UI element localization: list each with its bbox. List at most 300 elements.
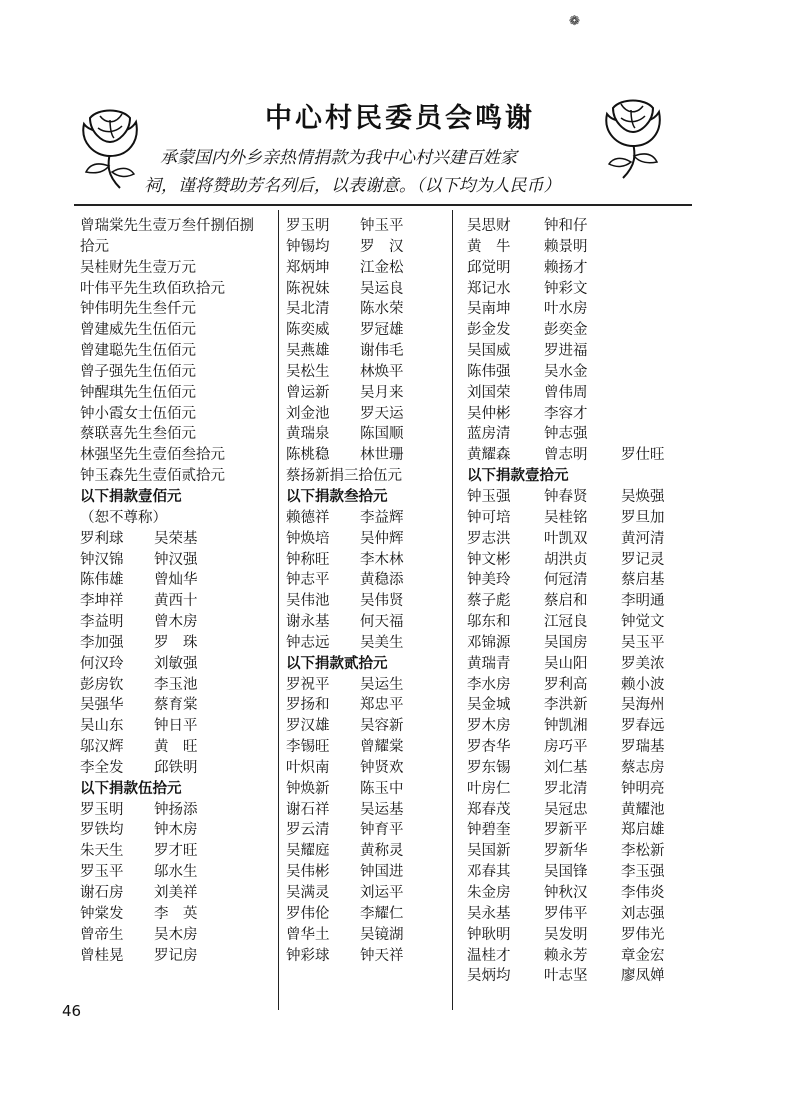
donor-row	[80, 716, 254, 737]
donor-name: 钟称旺	[286, 551, 330, 568]
donor-name: 吴南坤	[467, 301, 511, 318]
donor-name: 邓锦源	[467, 634, 511, 651]
donor-name: 叶凯双	[544, 530, 588, 547]
donor-name: 李洪新	[544, 697, 588, 714]
donor-row	[467, 279, 698, 300]
donor-row	[286, 862, 434, 883]
donor-name: 黄西十	[154, 593, 198, 610]
donor-name: 江金松	[360, 259, 404, 276]
donor-row	[80, 612, 254, 633]
donor-row	[286, 279, 434, 300]
donor-name: 蔡子彪	[467, 593, 511, 610]
donor-name: 李玉池	[154, 676, 198, 693]
donor-row	[467, 716, 698, 737]
donor-row	[286, 925, 434, 946]
donor-name: 郑炳坤	[286, 259, 330, 276]
donor-name: 郑启雄	[621, 822, 665, 839]
intro-line-2: 祠，谨将赞助芳名列后，以表谢意。（以下均为人民币）	[144, 176, 561, 196]
donor-name: 吴山东	[80, 718, 124, 735]
donor-row	[286, 529, 434, 550]
donor-name: 吴海州	[621, 697, 665, 714]
donor-column-1	[80, 216, 254, 966]
donor-name: 李木林	[360, 551, 404, 568]
donor-name: 陈伟强	[467, 363, 511, 380]
donor-row	[286, 424, 434, 445]
column-divider-1	[278, 210, 279, 1010]
donor-name: 钟志远	[286, 634, 330, 651]
donor-row	[286, 695, 434, 716]
donor-row	[467, 695, 698, 716]
donor-name: 钟国进	[360, 864, 404, 881]
donor-row	[467, 966, 698, 987]
donor-name: 罗才旺	[154, 843, 198, 860]
donor-row	[467, 633, 698, 654]
donor-name: 吴满灵	[286, 885, 330, 901]
donor-name: 曾桂晃	[80, 947, 124, 964]
donor-row	[80, 654, 254, 675]
donor-name: 吴炳均	[467, 968, 511, 985]
donor-name: 罗 珠	[154, 634, 198, 651]
donor-name: 罗东锡	[467, 759, 511, 776]
donor-name: 罗瑞基	[621, 739, 665, 756]
donor-name: 李水房	[467, 676, 511, 693]
donor-row	[80, 570, 254, 591]
donor-entry: 曾建威先生伍佰元	[80, 322, 196, 339]
donor-name: 黄河清	[621, 530, 665, 547]
donor-name: 李明通	[621, 593, 665, 610]
donor-name: 黄称灵	[360, 843, 404, 860]
donor-name: 罗玉明	[286, 218, 330, 234]
donor-entry: 蔡联喜先生叁佰元	[80, 426, 196, 443]
section-header: 以下捐款壹拾元	[467, 468, 569, 485]
donor-name: 吴荣基	[154, 530, 198, 547]
donor-name: 李锡旺	[286, 739, 330, 756]
donor-row	[286, 633, 434, 654]
donor-entry: 钟小霞女士伍佰元	[80, 405, 196, 422]
donor-name: 赖永芳	[544, 947, 588, 964]
top-rule	[74, 204, 692, 206]
donor-name: 罗杏华	[467, 739, 511, 756]
donor-name: 吴伟贤	[360, 593, 404, 610]
donor-row	[467, 820, 698, 841]
donor-row	[80, 529, 254, 550]
donor-name: 钟汉锦	[80, 551, 124, 568]
donor-row	[467, 404, 698, 425]
donor-name: 谢永基	[286, 614, 330, 631]
donor-row	[80, 675, 254, 696]
donor-name: 黄 旺	[154, 739, 198, 756]
donor-name: 陈玉中	[360, 780, 404, 797]
donor-name: 钟美玲	[467, 572, 511, 589]
donor-name: 罗汉雄	[286, 718, 330, 735]
donor-name: 吴思财	[467, 218, 511, 234]
donor-column-3	[467, 216, 698, 987]
donor-name: 钟志平	[286, 572, 330, 589]
donor-name: 钟文彬	[467, 551, 511, 568]
donor-name: 吴松生	[286, 363, 330, 380]
donor-row	[286, 758, 434, 779]
donor-name: 廖凤婵	[621, 968, 665, 985]
donor-row	[80, 862, 254, 883]
donor-name: 罗扬和	[286, 697, 330, 714]
donor-name: 吴山阳	[544, 655, 588, 672]
donor-name: 吴容新	[360, 718, 404, 735]
donor-row	[286, 445, 434, 466]
donor-name: 彭奕金	[544, 322, 588, 339]
page-number: 46	[62, 1002, 82, 1020]
donor-name: 蔡育棠	[154, 697, 198, 714]
donor-name: 吴桂铭	[544, 509, 588, 526]
donor-name: 罗玉平	[80, 864, 124, 881]
donor-name: 林焕平	[360, 363, 404, 380]
donor-name: 何天福	[360, 614, 404, 631]
donor-row	[467, 862, 698, 883]
donor-name: 李容才	[544, 405, 588, 422]
donor-name: 章金宏	[621, 947, 665, 964]
donor-name: 罗进福	[544, 343, 588, 360]
donor-name: 罗云清	[286, 822, 330, 839]
donor-name: 吴国房	[544, 634, 588, 651]
donor-row	[467, 550, 698, 571]
donor-row	[80, 695, 254, 716]
donor-name: 黄稳添	[360, 572, 404, 589]
donor-name: 罗伟平	[544, 905, 588, 922]
donor-name: 钟贤欢	[360, 759, 404, 776]
donor-name: 钟明亮	[621, 780, 665, 797]
donor-name: 吴燕雄	[286, 343, 330, 360]
donor-name: 刘志强	[621, 905, 665, 922]
donor-name: 罗冠雄	[360, 322, 404, 339]
donor-name: 钟觉文	[621, 614, 665, 631]
donor-name: 黄瑞泉	[286, 426, 330, 443]
donor-name: 钟木房	[154, 822, 198, 839]
donor-name: 邬汉辉	[80, 739, 124, 756]
donor-row	[286, 216, 434, 237]
donor-row	[467, 737, 698, 758]
donor-name: 罗春远	[621, 718, 665, 735]
donor-name: 刘金池	[286, 405, 330, 422]
donor-row	[467, 362, 698, 383]
donor-column-2	[286, 216, 434, 966]
donor-name: 李益辉	[360, 509, 404, 526]
donor-name: 罗志洪	[467, 530, 511, 547]
donor-name: 曾运新	[286, 384, 330, 401]
donor-entry: 曾建聪先生伍佰元	[80, 343, 196, 360]
donor-name: 钟天祥	[360, 947, 404, 964]
column-divider-2	[452, 210, 453, 1010]
donor-name: 赖扬才	[544, 259, 588, 276]
donor-name: 邱觉明	[467, 259, 511, 276]
donor-name: 胡洪贞	[544, 551, 588, 568]
donor-name: 赖景明	[544, 238, 588, 255]
donor-row	[467, 675, 698, 696]
donor-row	[467, 904, 698, 925]
donor-name: 吴强华	[80, 697, 124, 714]
donor-name: 钟日平	[154, 718, 198, 735]
donor-name: 钟耿明	[467, 926, 511, 943]
donor-name: 陈祝妹	[286, 280, 330, 297]
donor-name: 邬东和	[467, 614, 511, 631]
donor-name: 钟春贤	[544, 488, 588, 505]
donor-row	[80, 883, 254, 904]
donor-entry: 林强坚先生壹佰叁拾元	[80, 447, 225, 464]
donor-name: 罗记房	[154, 947, 198, 964]
donor-row	[467, 341, 698, 362]
donor-name: 罗伟伦	[286, 905, 330, 922]
donor-name: 蔡启和	[544, 593, 588, 610]
donor-name: 罗利球	[80, 530, 124, 547]
donor-name: 叶炽南	[286, 759, 330, 776]
donor-row	[467, 320, 698, 341]
donor-name: 何汉玲	[80, 655, 124, 672]
donor-name: 刘美祥	[154, 885, 198, 901]
donor-name: 刘运平	[360, 885, 404, 901]
donor-name: 罗 汉	[360, 238, 404, 255]
donor-name: 林世珊	[360, 447, 404, 464]
donor-name: 朱天生	[80, 843, 124, 860]
donor-name: 谢石房	[80, 885, 124, 901]
donor-row	[286, 341, 434, 362]
donor-name: 李加强	[80, 634, 124, 651]
donor-row	[467, 570, 698, 591]
donor-row	[80, 800, 254, 821]
donor-name: 朱金房	[467, 885, 511, 901]
donor-entry: （恕不尊称）	[80, 509, 167, 526]
donor-name: 房巧平	[544, 739, 588, 756]
donor-row	[467, 424, 698, 445]
donor-name: 赖小波	[621, 676, 665, 693]
donor-entry: 吴桂财先生壹万元	[80, 259, 196, 276]
donor-row	[286, 841, 434, 862]
donor-name: 黄耀森	[467, 447, 511, 464]
donor-name: 罗北清	[544, 780, 588, 797]
donor-row	[286, 383, 434, 404]
donor-row	[286, 820, 434, 841]
donor-row	[286, 237, 434, 258]
donor-row	[467, 445, 698, 466]
donor-name: 钟汉强	[154, 551, 198, 568]
donor-name: 邓春其	[467, 864, 511, 881]
donor-row	[80, 591, 254, 612]
donor-row	[286, 675, 434, 696]
donor-name: 钟棠发	[80, 905, 124, 922]
donor-name: 李益明	[80, 614, 124, 631]
donor-row	[286, 550, 434, 571]
donor-name: 罗天运	[360, 405, 404, 422]
donor-name: 罗仕旺	[621, 447, 665, 464]
donor-name: 吴耀庭	[286, 843, 330, 860]
donor-name: 钟凯湘	[544, 718, 588, 735]
donor-name: 温桂才	[467, 947, 511, 964]
donor-name: 吴伟彬	[286, 864, 330, 881]
donor-row	[467, 800, 698, 821]
donor-name: 钟玉强	[467, 488, 511, 505]
donor-row	[80, 946, 254, 967]
donor-row	[80, 550, 254, 571]
donor-name: 罗旦加	[621, 509, 665, 526]
donor-name: 钟志强	[544, 426, 588, 443]
donor-row	[467, 946, 698, 967]
donor-name: 罗祝平	[286, 676, 330, 693]
donor-row	[467, 299, 698, 320]
donor-row	[467, 237, 698, 258]
donor-name: 李松新	[621, 843, 665, 860]
donor-row	[286, 612, 434, 633]
donor-name: 罗新华	[544, 843, 588, 860]
donor-name: 陈奕威	[286, 322, 330, 339]
donor-name: 陈水荣	[360, 301, 404, 318]
donor-name: 罗利高	[544, 676, 588, 693]
donor-row	[286, 800, 434, 821]
donor-name: 吴美生	[360, 634, 404, 651]
donor-name: 钟玉平	[360, 218, 404, 234]
donor-row	[286, 737, 434, 758]
donor-name: 李伟炎	[621, 885, 665, 901]
donor-name: 曾华土	[286, 926, 330, 943]
donor-name: 吴冠忠	[544, 801, 588, 818]
donor-name: 钟锡均	[286, 238, 330, 255]
donor-row	[80, 737, 254, 758]
donor-name: 李玉强	[621, 864, 665, 881]
donor-row	[467, 258, 698, 279]
donor-name: 黄耀池	[621, 801, 665, 818]
donor-row	[286, 570, 434, 591]
donor-name: 黄 牛	[467, 238, 511, 255]
donor-name: 钟碧奎	[467, 822, 511, 839]
donor-row	[286, 404, 434, 425]
donor-row	[467, 841, 698, 862]
donor-name: 吴发明	[544, 926, 588, 943]
donor-name: 叶志坚	[544, 968, 588, 985]
donor-entry: 曾瑞棠先生壹万叁仟捌佰捌	[80, 218, 254, 234]
donor-name: 郑忠平	[360, 697, 404, 714]
donor-name: 邱铁明	[154, 759, 198, 776]
donor-row	[80, 925, 254, 946]
donor-row	[286, 904, 434, 925]
donor-entry: 叶伟平先生玖佰玖拾元	[80, 280, 225, 297]
donor-name: 吴伟池	[286, 593, 330, 610]
donor-row	[467, 216, 698, 237]
donor-row	[467, 529, 698, 550]
donor-name: 陈国顺	[360, 426, 404, 443]
donor-row	[467, 612, 698, 633]
donor-name: 李坤祥	[80, 593, 124, 610]
donor-name: 钟育平	[360, 822, 404, 839]
page-title: 中心村民委员会鸣谢	[265, 103, 535, 134]
donor-row	[286, 320, 434, 341]
donor-row	[286, 591, 434, 612]
donor-entry: 钟伟明先生叁仟元	[80, 301, 196, 318]
donor-name: 罗木房	[467, 718, 511, 735]
donor-name: 赖德祥	[286, 509, 330, 526]
donor-row	[467, 654, 698, 675]
donor-name: 彭金发	[467, 322, 511, 339]
donor-entry: 钟玉森先生壹佰贰拾元	[80, 468, 225, 485]
donor-name: 何冠清	[544, 572, 588, 589]
donor-name: 黄瑞青	[467, 655, 511, 672]
donor-name: 吴仲辉	[360, 530, 404, 547]
donor-name: 蓝房清	[467, 426, 511, 443]
donor-row	[467, 487, 698, 508]
donor-name: 李耀仁	[360, 905, 404, 922]
donor-name: 吴木房	[154, 926, 198, 943]
donor-name: 钟可培	[467, 509, 511, 526]
donor-name: 郑记水	[467, 280, 511, 297]
donor-row	[286, 299, 434, 320]
donor-row	[80, 758, 254, 779]
donor-name: 吴国威	[467, 343, 511, 360]
donor-row	[286, 883, 434, 904]
donor-name: 彭房钦	[80, 676, 124, 693]
donor-entry: 曾子强先生伍佰元	[80, 363, 196, 380]
donor-row	[286, 508, 434, 529]
donor-name: 吴金城	[467, 697, 511, 714]
donor-name: 吴运良	[360, 280, 404, 297]
donor-row	[467, 883, 698, 904]
donor-name: 吴国新	[467, 843, 511, 860]
donor-name: 罗铁均	[80, 822, 124, 839]
donor-entry: 蔡扬新捐三拾伍元	[286, 468, 402, 485]
donor-name: 叶水房	[544, 301, 588, 318]
donor-name: 吴北清	[286, 301, 330, 318]
donor-name: 吴焕强	[621, 488, 665, 505]
donor-name: 吴水金	[544, 363, 588, 380]
donor-name: 钟焕培	[286, 530, 330, 547]
donor-row	[467, 591, 698, 612]
donor-row	[80, 820, 254, 841]
donor-row	[467, 383, 698, 404]
donor-name: 吴永基	[467, 905, 511, 922]
donor-name: 陈桃稳	[286, 447, 330, 464]
donor-name: 刘国荣	[467, 384, 511, 401]
donor-name: 钟秋汉	[544, 885, 588, 901]
donor-name: 刘仁基	[544, 759, 588, 776]
donor-name: 江冠良	[544, 614, 588, 631]
donor-name: 郑春茂	[467, 801, 511, 818]
donor-name: 吴仲彬	[467, 405, 511, 422]
intro-text	[144, 144, 660, 200]
donor-row	[80, 841, 254, 862]
donor-name: 吴玉平	[621, 634, 665, 651]
section-header: 以下捐款伍拾元	[80, 780, 182, 797]
donor-name: 李全发	[80, 759, 124, 776]
ornament-icon: ❁	[569, 14, 580, 29]
donor-row	[80, 904, 254, 925]
donor-name: 曾木房	[154, 614, 198, 631]
donor-name: 蔡志房	[621, 759, 665, 776]
donor-row	[467, 925, 698, 946]
donor-name: 曾灿华	[154, 572, 198, 589]
intro-line-1: 承蒙国内外乡亲热情捐款为我中心村兴建百姓家	[160, 148, 517, 168]
donor-name: 蔡启基	[621, 572, 665, 589]
donor-name: 钟扬添	[154, 801, 198, 818]
donor-name: 刘敏强	[154, 655, 198, 672]
donor-row	[467, 758, 698, 779]
donor-name: 叶房仁	[467, 780, 511, 797]
donor-name: 吴运生	[360, 676, 404, 693]
donor-name: 陈伟雄	[80, 572, 124, 589]
section-header: 以下捐款叁拾元	[286, 488, 388, 505]
donor-name: 曾帝生	[80, 926, 124, 943]
donor-name: 钟焕新	[286, 780, 330, 797]
donor-name: 罗记灵	[621, 551, 665, 568]
donor-name: 罗新平	[544, 822, 588, 839]
donor-name: 钟和仔	[544, 218, 588, 234]
donor-name: 罗美浓	[621, 655, 665, 672]
donor-entry: 拾元	[80, 238, 109, 255]
donor-row	[286, 258, 434, 279]
donor-row	[286, 779, 434, 800]
